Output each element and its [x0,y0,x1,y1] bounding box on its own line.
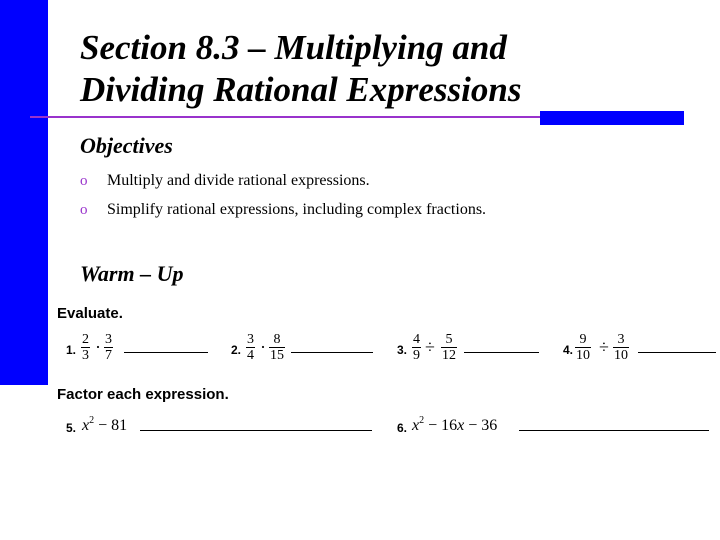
evaluate-problem-1 [66,332,211,362]
expression-rest: − 16 [424,417,458,434]
answer-blank [638,352,716,353]
answer-blank [464,352,539,353]
problem-number: 6. [397,421,408,435]
variable: x [412,417,420,434]
exponent: 2 [419,415,425,426]
numerator: 3 [105,332,112,347]
denominator: 15 [270,348,284,363]
answer-blank [291,352,373,353]
factor-heading: Factor each expression. [57,386,229,403]
warmup-heading: Warm – Up [80,261,184,286]
answer-blank [519,430,709,431]
numerator: 3 [613,332,629,348]
denominator: 10 [576,348,590,363]
objective-text: Simplify rational expressions, including complex fractions. [107,201,487,218]
numerator: 3 [247,332,254,347]
numerator: 9 [575,332,591,348]
denominator: 3 [82,348,89,363]
fraction [104,332,113,363]
objectives-heading: Objectives [80,133,173,158]
evaluate-problem-3 [397,332,542,362]
title-underline-accent-block [540,111,684,125]
numerator: 2 [82,332,89,347]
bullet-icon: o [80,173,88,189]
operator: ÷ [599,337,609,357]
slide-title [80,27,521,111]
variable: x [457,417,465,434]
fraction [81,332,90,363]
problem-number: 3. [397,343,408,357]
factor-problem-6 [397,414,712,444]
slide-title-line-2: Dividing Rational Expressions [80,70,522,109]
variable: x [82,417,90,434]
exponent: 2 [89,415,95,426]
bullet-icon: o [80,202,88,218]
fraction [269,332,285,363]
objective-text: Multiply and divide rational expressions. [107,172,370,189]
fraction [412,332,421,363]
answer-blank [140,430,372,431]
answer-blank [124,352,208,353]
problem-number: 2. [231,343,242,357]
operator: ÷ [425,337,435,357]
fraction [246,332,255,363]
numerator: 8 [269,332,285,348]
numerator: 5 [441,332,457,348]
evaluate-problem-2 [231,332,376,362]
problem-number: 4. [563,343,574,357]
denominator: 9 [413,348,420,363]
fraction [575,332,591,363]
evaluate-heading: Evaluate. [57,305,123,322]
denominator: 12 [442,348,456,363]
left-accent-bar [0,0,48,385]
denominator: 10 [614,348,628,363]
problem-number: 1. [66,343,77,357]
factor-problem-5 [66,414,376,444]
denominator: 7 [105,348,112,363]
fraction [613,332,629,363]
expression-rest: − 81 [94,417,128,434]
denominator: 4 [247,348,254,363]
fraction [441,332,457,363]
evaluate-problem-4 [563,332,718,362]
expression-rest: − 36 [464,417,498,434]
slide-title-line-1: Section 8.3 – Multiplying and [80,28,507,67]
numerator: 4 [413,332,420,347]
problem-number: 5. [66,421,77,435]
expression [412,415,497,435]
operator: · [260,337,266,357]
operator: · [95,337,101,357]
expression [82,415,127,435]
